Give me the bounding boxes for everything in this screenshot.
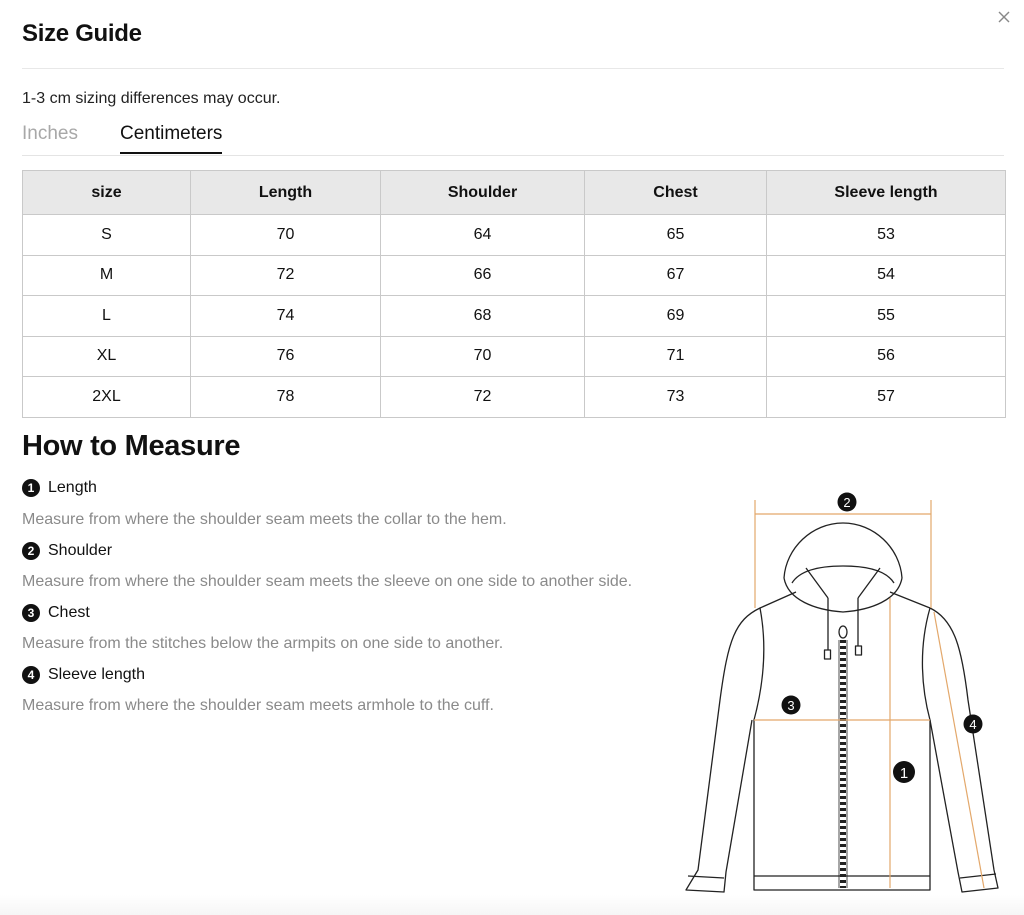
table-cell: 69	[585, 296, 767, 337]
table-cell: 53	[767, 215, 1006, 256]
svg-text:2: 2	[843, 495, 851, 510]
table-cell: 56	[767, 336, 1006, 377]
column-header: Shoulder	[381, 171, 585, 215]
measure-item-sleeve-length	[22, 666, 145, 684]
table-cell: 72	[191, 255, 381, 296]
sizing-note: 1-3 cm sizing differences may occur.	[22, 90, 281, 107]
table-row	[23, 336, 1006, 377]
svg-text:4: 4	[969, 717, 977, 732]
measure-label: Sleeve length	[48, 666, 145, 683]
table-cell: S	[23, 215, 191, 256]
measure-label: Chest	[48, 604, 90, 621]
table-row	[23, 215, 1006, 256]
table-cell: 73	[585, 377, 767, 418]
svg-text:3: 3	[787, 698, 795, 713]
number-2-icon: 2	[22, 542, 40, 560]
number-3-icon: 3	[22, 604, 40, 622]
table-cell: 55	[767, 296, 1006, 337]
table-cell: 70	[191, 215, 381, 256]
column-header: size	[23, 171, 191, 215]
table-cell: 65	[585, 215, 767, 256]
marker-1-icon	[893, 761, 915, 783]
measure-description: Measure from where the shoulder seam meets the collar to the hem.	[22, 511, 507, 528]
marker-3-icon	[782, 696, 801, 715]
measure-description: Measure from where the shoulder seam meets the sleeve on one side to another side.	[22, 573, 633, 590]
table-cell: 78	[191, 377, 381, 418]
table-row	[23, 377, 1006, 418]
measure-label: Length	[48, 479, 97, 496]
divider	[22, 68, 1004, 69]
table-cell: 57	[767, 377, 1006, 418]
table-cell: L	[23, 296, 191, 337]
measure-item-shoulder	[22, 542, 112, 560]
dialog-title: Size Guide	[22, 20, 142, 47]
table-cell: 66	[381, 255, 585, 296]
number-1-icon: 1	[22, 479, 40, 497]
unit-tabs	[22, 123, 1004, 156]
marker-4-icon	[964, 715, 983, 734]
measure-item-length	[22, 479, 97, 497]
table-cell: 2XL	[23, 377, 191, 418]
measure-item-chest	[22, 604, 90, 622]
number-4-icon: 4	[22, 666, 40, 684]
table-cell: XL	[23, 336, 191, 377]
column-header: Length	[191, 171, 381, 215]
table-cell: 54	[767, 255, 1006, 296]
svg-text:1: 1	[899, 765, 909, 782]
table-cell: 72	[381, 377, 585, 418]
tab-inches[interactable]: Inches	[22, 123, 78, 144]
table-cell: 70	[381, 336, 585, 377]
table-cell: 67	[585, 255, 767, 296]
column-header: Sleeve length	[767, 171, 1006, 215]
table-cell: 71	[585, 336, 767, 377]
size-table	[22, 170, 1006, 418]
bottom-fade	[0, 895, 1024, 915]
table-cell: 68	[381, 296, 585, 337]
column-header: Chest	[585, 171, 767, 215]
marker-2-icon	[838, 493, 857, 512]
measure-description: Measure from where the shoulder seam meets armhole to the cuff.	[22, 697, 494, 714]
close-icon[interactable]	[994, 7, 1014, 27]
measure-label: Shoulder	[48, 542, 113, 559]
tab-centimeters[interactable]: Centimeters	[120, 123, 222, 154]
table-cell: 64	[381, 215, 585, 256]
table-cell: 76	[191, 336, 381, 377]
hoodie-diagram-icon	[680, 488, 1010, 898]
table-cell: M	[23, 255, 191, 296]
measure-description: Measure from the stitches below the armpits on one side to another.	[22, 635, 504, 652]
table-row	[23, 296, 1006, 337]
how-to-measure-heading: How to Measure	[22, 430, 241, 462]
table-row	[23, 255, 1006, 296]
table-cell: 74	[191, 296, 381, 337]
table-header-row	[23, 171, 1006, 215]
